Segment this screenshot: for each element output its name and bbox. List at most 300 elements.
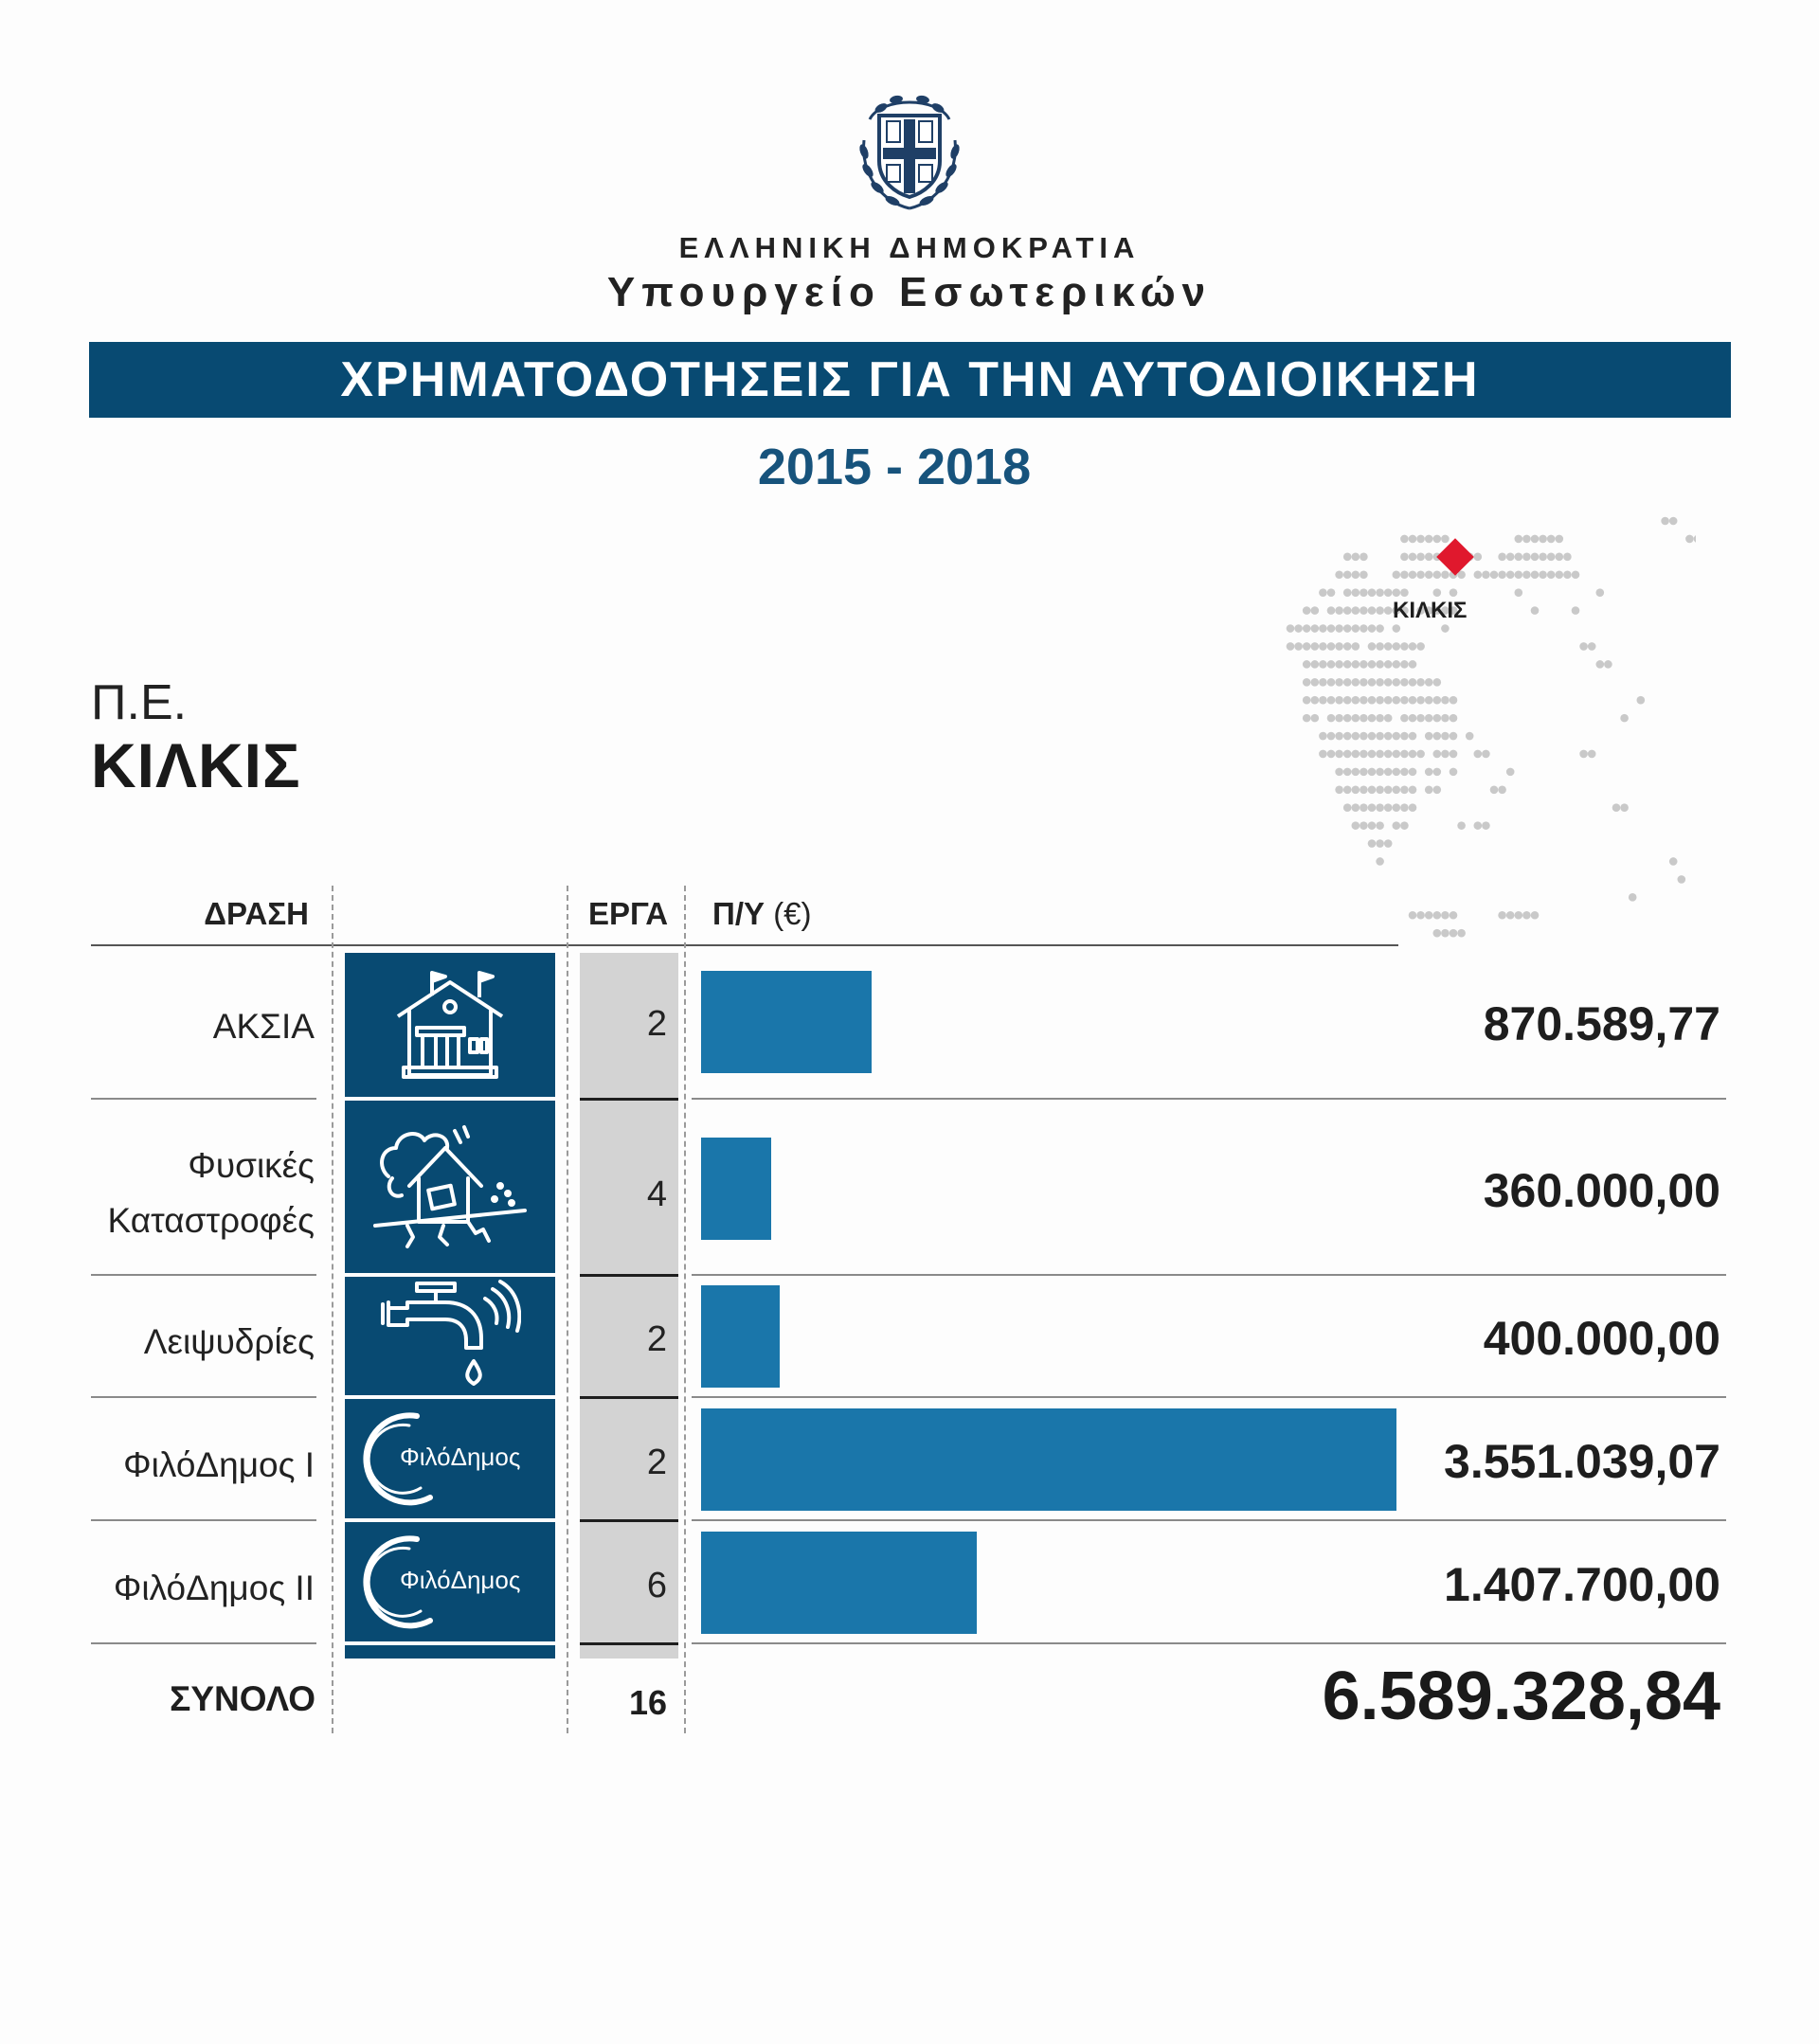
map-dot [1311, 606, 1320, 615]
map-dot [1425, 768, 1433, 777]
action-label: ΑΚΣΙΑ [212, 1007, 315, 1046]
map-dot [1547, 553, 1556, 562]
map-dot [1669, 517, 1678, 526]
map-dot [1352, 553, 1360, 562]
map-dot [1409, 786, 1417, 795]
map-dot [1409, 732, 1417, 741]
total-projects-count: 16 [628, 1683, 667, 1722]
budget-bar [701, 1532, 977, 1634]
map-dot [1327, 642, 1336, 651]
budget-bar [701, 1138, 771, 1240]
map-dot [1327, 660, 1336, 669]
total-label: ΣΥΝΟΛΟ [170, 1679, 315, 1718]
map-dot [1482, 570, 1490, 579]
map-dot [1327, 606, 1336, 615]
map-dot [1556, 535, 1564, 544]
map-dot [1311, 624, 1320, 633]
map-dot [1620, 714, 1629, 723]
map-dot [1637, 696, 1646, 705]
map-dot [1360, 570, 1368, 579]
map-dot [1360, 678, 1368, 687]
map-dot [1629, 893, 1637, 902]
map-dot [1343, 553, 1352, 562]
map-dots [1287, 517, 1696, 938]
map-dot [1376, 821, 1384, 830]
header-projects: ΕΡΓΑ [587, 896, 669, 931]
projects-count: 2 [646, 1319, 667, 1359]
map-dot [1400, 642, 1409, 651]
map-dot [1352, 570, 1360, 579]
map-dot [1579, 750, 1588, 759]
map-dot [1343, 768, 1352, 777]
banner-title: ΧΡΗΜΑΤΟΔΟΤΗΣΕΙΣ ΓΙΑ ΤΗΝ ΑΥΤΟΔΙΟΙΚΗΣΗ [340, 352, 1480, 407]
map-dot [1294, 624, 1303, 633]
map-dot [1441, 911, 1450, 920]
map-dot [1327, 696, 1336, 705]
map-dot [1393, 660, 1401, 669]
map-dot [1425, 714, 1433, 723]
map-dot [1376, 624, 1384, 633]
map-dot [1433, 570, 1442, 579]
map-dot [1393, 803, 1401, 812]
map-dot [1400, 750, 1409, 759]
map-dot [1490, 786, 1499, 795]
years-subtitle: 2015 - 2018 [757, 439, 1032, 495]
map-dot [1368, 750, 1377, 759]
map-dot [1335, 714, 1343, 723]
map-dot [1425, 570, 1433, 579]
map-dot [1287, 642, 1295, 651]
map-dot [1319, 696, 1327, 705]
column-divider [567, 886, 568, 1733]
map-dot [1620, 803, 1629, 812]
map-dot [1400, 696, 1409, 705]
icon-divider [345, 1395, 555, 1399]
map-dot [1319, 678, 1327, 687]
map-dot [1506, 768, 1515, 777]
map-dot [1303, 642, 1311, 651]
row-divider [580, 1274, 678, 1277]
map-dot [1416, 911, 1425, 920]
map-dot [1393, 678, 1401, 687]
map-dot [1335, 570, 1343, 579]
map-dot [1368, 606, 1377, 615]
map-dot [1572, 570, 1580, 579]
map-dot [1556, 570, 1564, 579]
title-banner [89, 342, 1731, 418]
map-dot [1311, 660, 1320, 669]
map-dot [1384, 606, 1393, 615]
map-dot [1685, 535, 1694, 544]
map-dot [1433, 786, 1442, 795]
greek-emblem-icon [843, 83, 976, 216]
row-divider [692, 1098, 1726, 1100]
map-dot [1474, 750, 1483, 759]
projects-column [580, 953, 678, 1659]
map-dot [1425, 678, 1433, 687]
map-dot [1547, 570, 1556, 579]
map-dot [1368, 678, 1377, 687]
map-dot [1441, 732, 1450, 741]
map-dot [1425, 732, 1433, 741]
map-dot [1400, 821, 1409, 830]
map-dot [1393, 642, 1401, 651]
greece-dot-map [1279, 511, 1696, 985]
map-dot [1319, 642, 1327, 651]
map-dot [1433, 929, 1442, 938]
map-dot [1506, 553, 1515, 562]
map-dot [1303, 696, 1311, 705]
region-name: ΚΙΛΚΙΣ [91, 730, 301, 800]
map-dot [1335, 768, 1343, 777]
map-dot [1335, 750, 1343, 759]
map-dot [1433, 696, 1442, 705]
map-dot [1343, 606, 1352, 615]
map-dot [1352, 714, 1360, 723]
map-dot [1368, 786, 1377, 795]
map-dot [1327, 624, 1336, 633]
row-divider [580, 1396, 678, 1399]
action-label: ΦιλόΔημος Ι [123, 1445, 315, 1484]
row-divider [692, 1519, 1726, 1521]
map-dot [1450, 714, 1458, 723]
map-dot [1450, 696, 1458, 705]
map-dot [1441, 929, 1450, 938]
map-dot [1400, 588, 1409, 597]
map-dot [1360, 588, 1368, 597]
map-dot [1384, 803, 1393, 812]
map-dot [1433, 714, 1442, 723]
map-dot [1498, 570, 1506, 579]
map-dot [1416, 535, 1425, 544]
school-building-icon [345, 957, 555, 1095]
map-dot [1450, 768, 1458, 777]
map-dot [1409, 678, 1417, 687]
map-dot [1376, 714, 1384, 723]
map-dot [1522, 535, 1531, 544]
map-dot [1579, 642, 1588, 651]
map-dot [1400, 535, 1409, 544]
map-dot [1522, 570, 1531, 579]
map-dot [1661, 517, 1669, 526]
map-dot [1319, 732, 1327, 741]
map-dot [1409, 535, 1417, 544]
map-dot [1352, 588, 1360, 597]
action-label-text: Φυσικές Καταστροφές [107, 1146, 315, 1240]
map-dot [1319, 660, 1327, 669]
map-dot [1409, 803, 1417, 812]
map-dot [1327, 732, 1336, 741]
map-dot [1409, 642, 1417, 651]
map-dot [1343, 786, 1352, 795]
map-dot [1376, 839, 1384, 848]
map-dot [1303, 606, 1311, 615]
map-dot [1416, 642, 1425, 651]
map-dot [1352, 821, 1360, 830]
map-dot [1343, 660, 1352, 669]
map-dot [1360, 714, 1368, 723]
map-dot [1515, 553, 1523, 562]
row-divider [91, 1519, 316, 1521]
budget-amount: 870.589,77 [1483, 997, 1720, 1050]
map-dot [1400, 786, 1409, 795]
row-divider [692, 1642, 1726, 1644]
map-dot [1360, 553, 1368, 562]
map-dot [1376, 606, 1384, 615]
map-dot [1352, 624, 1360, 633]
map-dot [1294, 642, 1303, 651]
map-dot [1376, 642, 1384, 651]
map-dot [1441, 624, 1450, 633]
projects-count: 4 [646, 1174, 667, 1214]
icon-divider [345, 1641, 555, 1645]
map-dot [1393, 768, 1401, 777]
map-dot [1352, 750, 1360, 759]
filodimos-logo-text: ΦιλόΔημος [400, 1566, 521, 1594]
map-dot [1433, 535, 1442, 544]
map-dot [1416, 750, 1425, 759]
map-dot [1515, 911, 1523, 920]
map-dot [1360, 624, 1368, 633]
map-dot [1343, 750, 1352, 759]
map-dot [1400, 660, 1409, 669]
map-dot [1400, 553, 1409, 562]
row-divider [91, 1274, 316, 1276]
map-dot [1360, 606, 1368, 615]
map-dot [1416, 553, 1425, 562]
map-dot [1335, 786, 1343, 795]
budget-bar [701, 1408, 1396, 1511]
map-dot [1343, 588, 1352, 597]
map-dot [1335, 696, 1343, 705]
map-dot [1669, 857, 1678, 866]
map-dot [1474, 821, 1483, 830]
map-dot [1604, 660, 1612, 669]
icon-divider [345, 1518, 555, 1522]
map-dot [1466, 732, 1474, 741]
map-dot [1376, 696, 1384, 705]
map-dot [1393, 696, 1401, 705]
map-dot [1384, 660, 1393, 669]
map-dot [1563, 553, 1572, 562]
map-dot [1360, 660, 1368, 669]
map-dot [1588, 750, 1596, 759]
map-dot [1400, 732, 1409, 741]
map-dot [1343, 732, 1352, 741]
filodimos-logo-icon [345, 1524, 555, 1640]
map-dot [1360, 786, 1368, 795]
action-label: ΦιλόΔημος ΙΙ [113, 1569, 315, 1607]
map-dot [1450, 732, 1458, 741]
map-dot [1368, 588, 1377, 597]
map-dot [1384, 642, 1393, 651]
map-dot [1474, 570, 1483, 579]
column-divider [332, 886, 333, 1733]
map-dot [1457, 929, 1466, 938]
map-dot [1352, 768, 1360, 777]
map-dot [1515, 535, 1523, 544]
map-dot [1490, 570, 1499, 579]
map-dot [1416, 696, 1425, 705]
map-dot [1393, 588, 1401, 597]
region-prefix: Π.Ε. [91, 675, 188, 730]
map-dot [1327, 750, 1336, 759]
row-divider [692, 1396, 1726, 1398]
map-dot [1433, 588, 1442, 597]
map-dot [1343, 714, 1352, 723]
map-dot [1368, 768, 1377, 777]
map-dot [1311, 642, 1320, 651]
map-dot [1327, 588, 1336, 597]
action-label [76, 1139, 315, 1248]
map-dot [1694, 535, 1696, 544]
map-dot [1450, 750, 1458, 759]
map-dot [1303, 660, 1311, 669]
map-dot [1352, 696, 1360, 705]
map-dot [1409, 660, 1417, 669]
map-dot [1450, 911, 1458, 920]
map-dot [1433, 732, 1442, 741]
action-label: Λειψυδρίες [143, 1322, 315, 1361]
map-dot [1352, 732, 1360, 741]
map-dot [1441, 750, 1450, 759]
map-dot [1531, 535, 1540, 544]
map-dot [1522, 911, 1531, 920]
map-dot [1409, 696, 1417, 705]
header-budget [712, 896, 812, 932]
map-dot [1393, 732, 1401, 741]
map-dot [1433, 768, 1442, 777]
map-dot [1531, 553, 1540, 562]
map-dot [1343, 570, 1352, 579]
map-dot [1384, 678, 1393, 687]
map-dot [1425, 553, 1433, 562]
map-dot [1343, 678, 1352, 687]
map-dot [1384, 786, 1393, 795]
map-dot [1311, 678, 1320, 687]
map-dot [1303, 714, 1311, 723]
map-dot [1596, 588, 1605, 597]
map-dot [1539, 535, 1547, 544]
map-dot [1588, 642, 1596, 651]
map-dot [1612, 803, 1621, 812]
map-dot [1539, 553, 1547, 562]
map-dot [1506, 911, 1515, 920]
map-dot [1457, 821, 1466, 830]
map-dot [1450, 588, 1458, 597]
projects-count: 6 [646, 1566, 667, 1605]
map-dot [1539, 570, 1547, 579]
map-dot [1319, 750, 1327, 759]
map-dot [1547, 535, 1556, 544]
map-dot [1393, 821, 1401, 830]
map-dot [1596, 660, 1605, 669]
map-dot [1368, 732, 1377, 741]
row-divider [91, 1396, 316, 1398]
map-dot [1287, 624, 1295, 633]
map-dot [1327, 714, 1336, 723]
map-dot [1425, 911, 1433, 920]
map-dot [1393, 750, 1401, 759]
map-dot [1678, 875, 1686, 884]
map-dot [1352, 678, 1360, 687]
map-dot [1352, 803, 1360, 812]
map-dot [1416, 678, 1425, 687]
map-dot [1409, 570, 1417, 579]
map-dot [1368, 696, 1377, 705]
map-dot [1376, 588, 1384, 597]
map-dot [1498, 553, 1506, 562]
row-divider [580, 1519, 678, 1522]
map-dot [1531, 911, 1540, 920]
map-dot [1425, 535, 1433, 544]
row-divider [91, 1642, 316, 1644]
map-dot [1425, 696, 1433, 705]
map-dot [1360, 821, 1368, 830]
map-dot [1384, 696, 1393, 705]
header-budget-label: Π/Υ [712, 896, 765, 931]
map-dot [1360, 768, 1368, 777]
map-dot [1531, 606, 1540, 615]
budget-bar [701, 971, 872, 1073]
row-divider [580, 1642, 678, 1645]
header-divider [91, 944, 1398, 946]
map-dot [1376, 660, 1384, 669]
map-dot [1425, 786, 1433, 795]
map-dot [1400, 678, 1409, 687]
map-dot [1352, 642, 1360, 651]
map-dot [1360, 803, 1368, 812]
region-marker [1436, 538, 1474, 576]
map-dot [1563, 570, 1572, 579]
map-dot [1384, 714, 1393, 723]
map-dot [1335, 660, 1343, 669]
map-dot [1556, 553, 1564, 562]
map-dot [1376, 768, 1384, 777]
map-dot [1515, 588, 1523, 597]
map-dot [1335, 642, 1343, 651]
map-dot [1376, 678, 1384, 687]
map-dot [1498, 911, 1506, 920]
map-dot [1384, 588, 1393, 597]
map-dot [1368, 624, 1377, 633]
map-dot [1376, 750, 1384, 759]
map-dot [1360, 750, 1368, 759]
map-dot [1384, 750, 1393, 759]
map-dot [1393, 786, 1401, 795]
map-dot [1572, 606, 1580, 615]
map-dot [1303, 624, 1311, 633]
map-dot [1531, 570, 1540, 579]
map-dot [1319, 624, 1327, 633]
map-dot [1409, 714, 1417, 723]
map-dot [1409, 768, 1417, 777]
map-dot [1384, 732, 1393, 741]
map-dot [1400, 803, 1409, 812]
map-dot [1441, 570, 1450, 579]
map-dot [1343, 803, 1352, 812]
total-amount: 6.589.328,84 [1322, 1659, 1720, 1734]
column-divider [684, 886, 686, 1733]
row-divider [692, 1274, 1726, 1276]
map-dot [1368, 660, 1377, 669]
republic-title: ΕΛΛΗΝΙΚΗ ΔΗΜΟΚΡΑΤΙΑ [678, 231, 1141, 264]
map-dot [1311, 696, 1320, 705]
header-budget-unit: (€) [773, 896, 812, 931]
map-dot [1498, 786, 1506, 795]
map-dot [1482, 750, 1490, 759]
budget-amount: 3.551.039,07 [1444, 1435, 1720, 1488]
